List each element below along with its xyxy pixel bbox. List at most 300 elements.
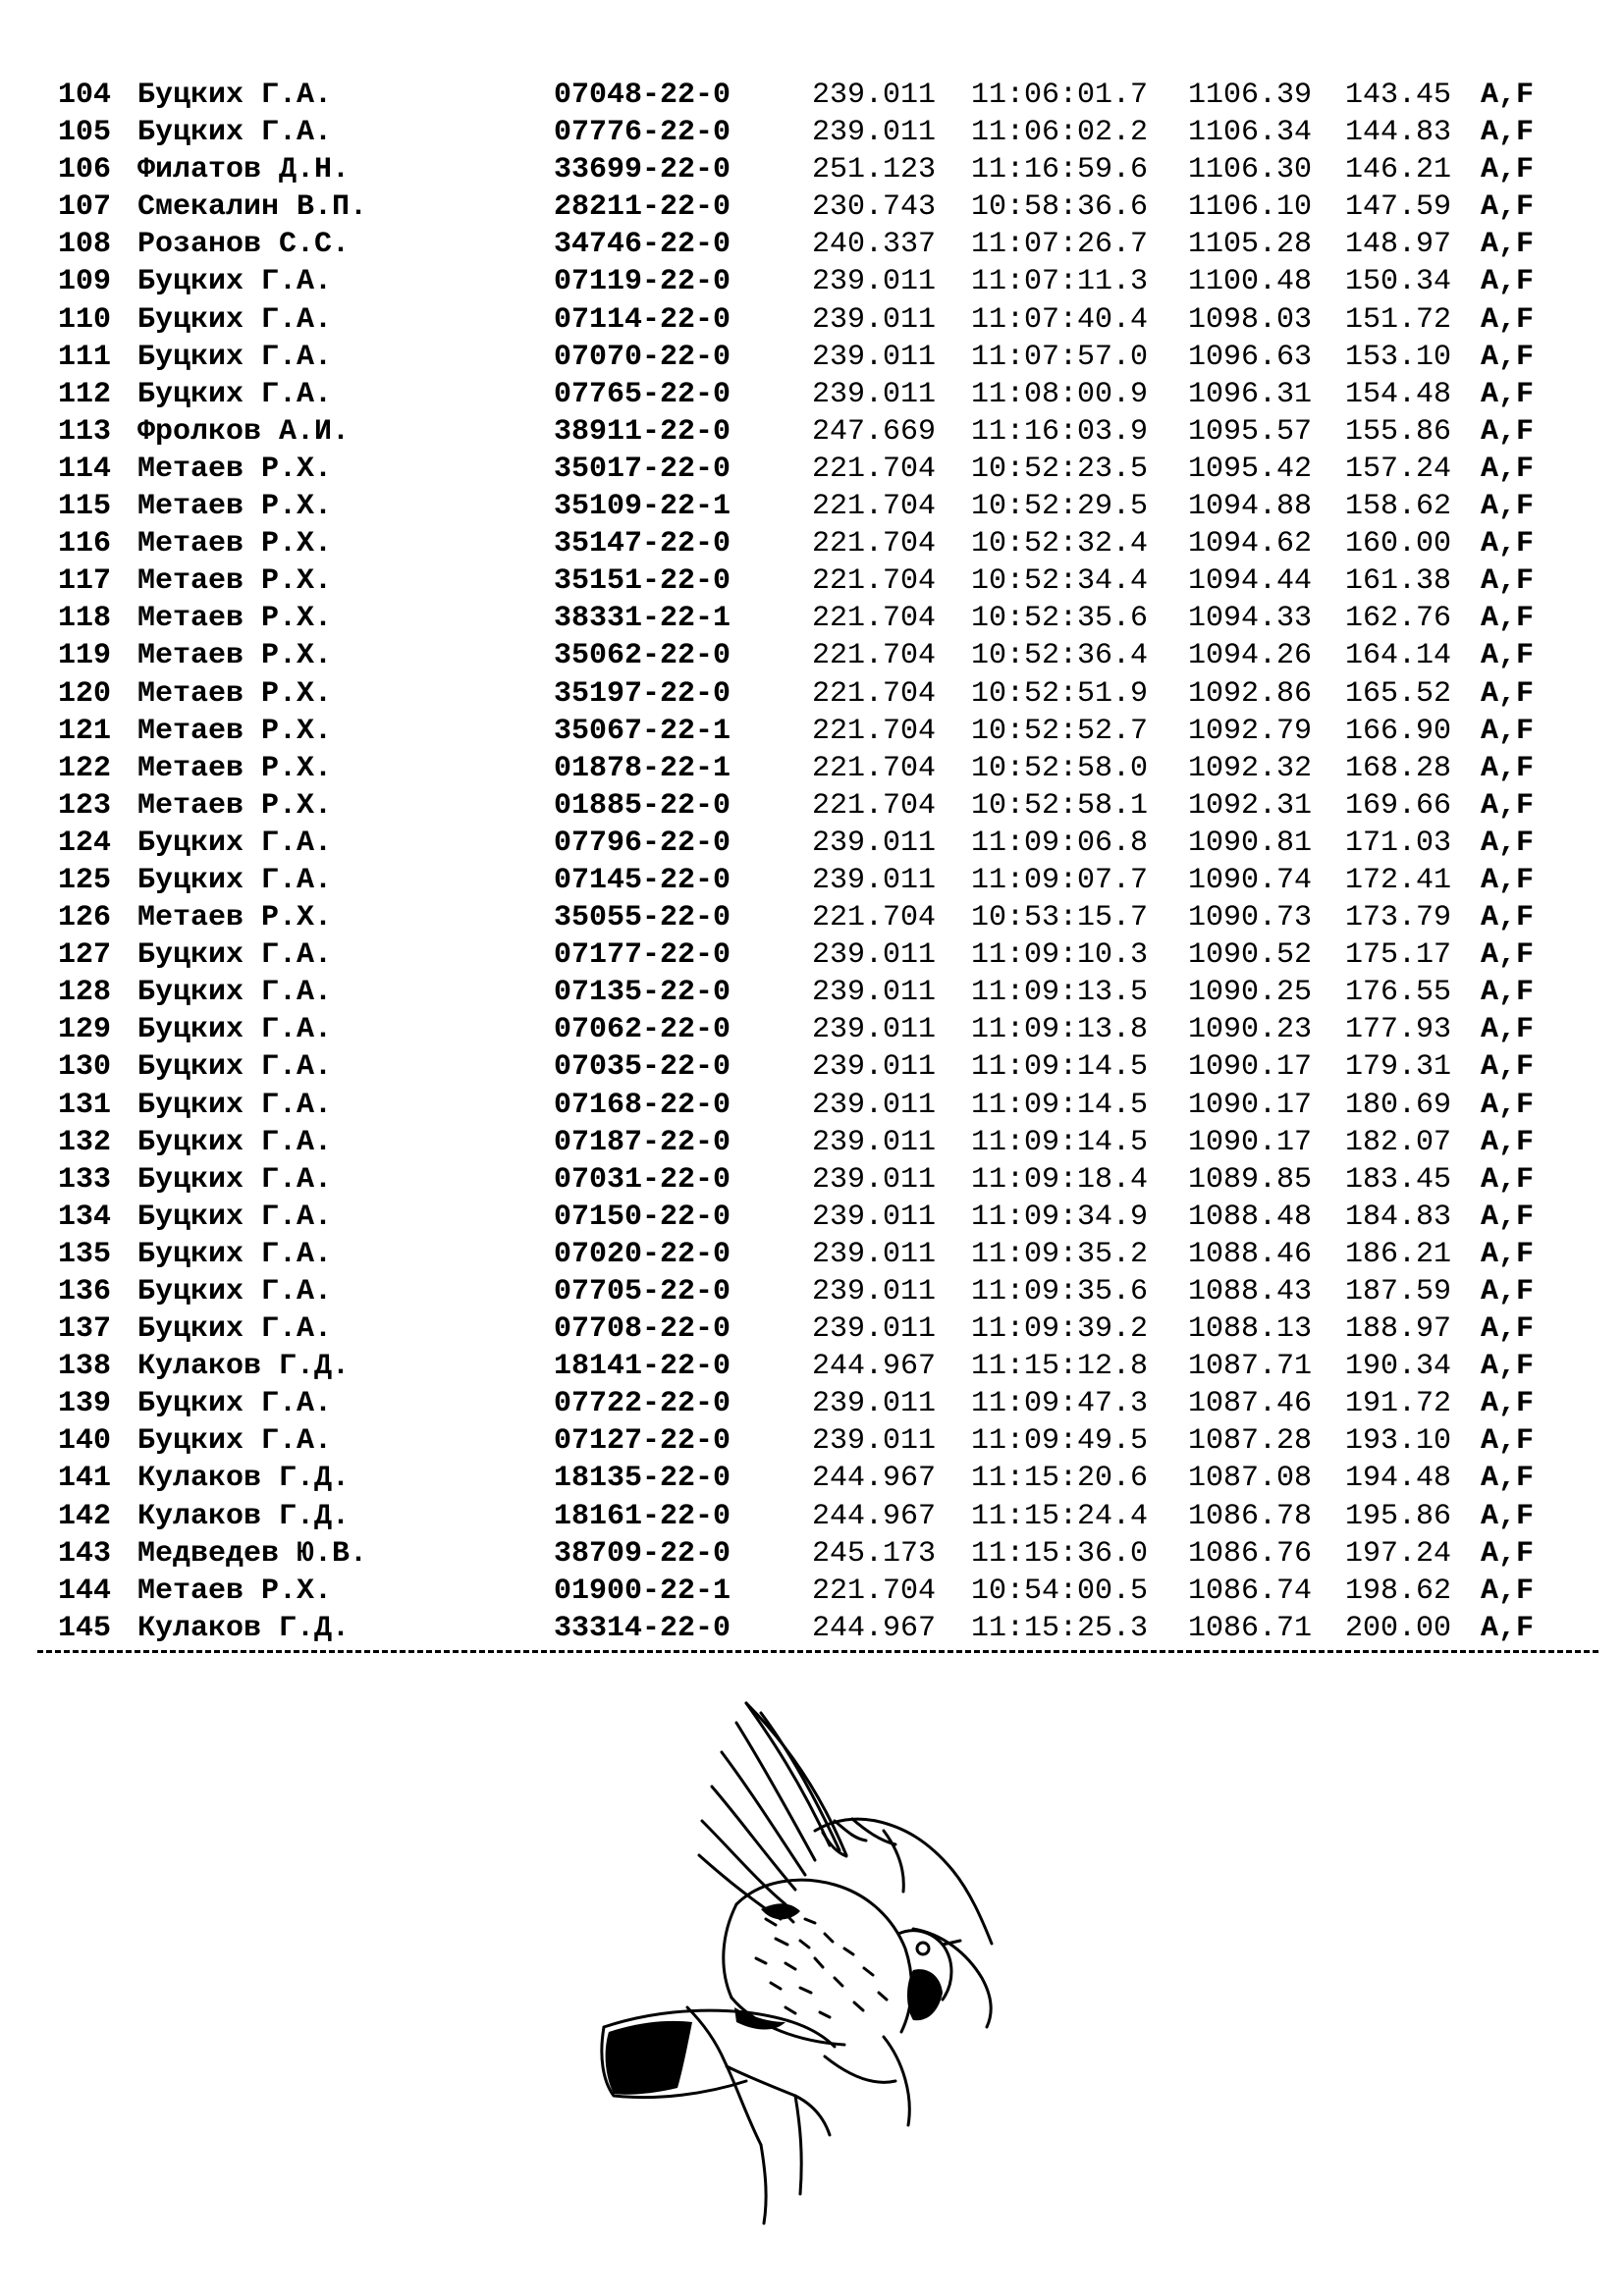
row-ring-number: 07145-22-0 xyxy=(554,863,731,897)
table-row xyxy=(55,376,1587,413)
row-flags: A,F xyxy=(1481,452,1535,486)
row-coefficient: 168.28 xyxy=(1345,751,1452,785)
row-distance: 239.011 xyxy=(812,340,937,374)
row-fancier-name: Метаев Р.Х. xyxy=(137,564,333,599)
row-arrival-time: 11:09:14.5 xyxy=(971,1050,1149,1085)
row-speed: 1094.88 xyxy=(1188,490,1313,524)
row-ring-number: 07150-22-0 xyxy=(554,1200,731,1234)
row-coefficient: 157.24 xyxy=(1345,452,1452,486)
row-distance: 239.011 xyxy=(812,1312,937,1347)
row-speed: 1092.86 xyxy=(1188,676,1313,711)
table-row xyxy=(55,899,1587,936)
table-row xyxy=(55,413,1587,451)
row-place: 122 xyxy=(58,751,112,785)
row-ring-number: 07070-22-0 xyxy=(554,340,731,374)
row-fancier-name: Кулаков Г.Д. xyxy=(137,1499,351,1533)
row-flags: A,F xyxy=(1481,826,1535,860)
pigeon-in-hands-icon xyxy=(589,1683,1001,2233)
row-ring-number: 07187-22-0 xyxy=(554,1125,731,1159)
row-ring-number: 38331-22-1 xyxy=(554,602,731,636)
row-speed: 1087.08 xyxy=(1188,1462,1313,1496)
row-ring-number: 01885-22-0 xyxy=(554,788,731,823)
row-speed: 1094.62 xyxy=(1188,527,1313,561)
row-distance: 239.011 xyxy=(812,1125,937,1159)
row-arrival-time: 10:52:23.5 xyxy=(971,452,1149,486)
row-ring-number: 35062-22-0 xyxy=(554,639,731,673)
table-row xyxy=(55,1460,1587,1497)
row-arrival-time: 11:09:34.9 xyxy=(971,1200,1149,1234)
row-arrival-time: 10:52:34.4 xyxy=(971,564,1149,599)
row-place: 115 xyxy=(58,490,112,524)
row-coefficient: 171.03 xyxy=(1345,826,1452,860)
row-arrival-time: 11:16:59.6 xyxy=(971,153,1149,187)
row-speed: 1088.48 xyxy=(1188,1200,1313,1234)
row-coefficient: 151.72 xyxy=(1345,302,1452,337)
table-row xyxy=(55,151,1587,188)
table-row xyxy=(55,488,1587,525)
row-ring-number: 07765-22-0 xyxy=(554,377,731,411)
row-ring-number: 33314-22-0 xyxy=(554,1611,731,1645)
row-fancier-name: Фролков А.И. xyxy=(137,414,351,449)
row-coefficient: 148.97 xyxy=(1345,228,1452,262)
row-flags: A,F xyxy=(1481,676,1535,711)
table-row xyxy=(55,713,1587,750)
row-place: 139 xyxy=(58,1387,112,1421)
row-speed: 1090.17 xyxy=(1188,1125,1313,1159)
row-coefficient: 195.86 xyxy=(1345,1499,1452,1533)
row-distance: 247.669 xyxy=(812,414,937,449)
row-distance: 239.011 xyxy=(812,1387,937,1421)
row-fancier-name: Метаев Р.Х. xyxy=(137,1574,333,1608)
row-distance: 239.011 xyxy=(812,1200,937,1234)
table-row xyxy=(55,1236,1587,1273)
row-flags: A,F xyxy=(1481,602,1535,636)
row-ring-number: 07119-22-0 xyxy=(554,265,731,299)
row-speed: 1086.71 xyxy=(1188,1611,1313,1645)
row-ring-number: 07062-22-0 xyxy=(554,1013,731,1047)
row-place: 106 xyxy=(58,153,112,187)
row-flags: A,F xyxy=(1481,639,1535,673)
table-row xyxy=(55,1535,1587,1573)
row-flags: A,F xyxy=(1481,377,1535,411)
row-coefficient: 147.59 xyxy=(1345,190,1452,225)
row-arrival-time: 10:52:29.5 xyxy=(971,490,1149,524)
row-coefficient: 183.45 xyxy=(1345,1162,1452,1197)
row-coefficient: 150.34 xyxy=(1345,265,1452,299)
row-flags: A,F xyxy=(1481,976,1535,1010)
row-flags: A,F xyxy=(1481,490,1535,524)
table-row xyxy=(55,936,1587,974)
row-place: 123 xyxy=(58,788,112,823)
row-arrival-time: 11:09:13.8 xyxy=(971,1013,1149,1047)
row-fancier-name: Метаев Р.Х. xyxy=(137,490,333,524)
row-speed: 1106.30 xyxy=(1188,153,1313,187)
row-arrival-time: 11:09:35.2 xyxy=(971,1237,1149,1271)
row-ring-number: 28211-22-0 xyxy=(554,190,731,225)
row-fancier-name: Кулаков Г.Д. xyxy=(137,1611,351,1645)
row-coefficient: 162.76 xyxy=(1345,602,1452,636)
row-flags: A,F xyxy=(1481,1125,1535,1159)
row-flags: A,F xyxy=(1481,1424,1535,1459)
row-flags: A,F xyxy=(1481,788,1535,823)
row-ring-number: 07776-22-0 xyxy=(554,116,731,150)
row-fancier-name: Буцких Г.А. xyxy=(137,1125,333,1159)
row-speed: 1090.52 xyxy=(1188,938,1313,973)
row-arrival-time: 11:15:36.0 xyxy=(971,1536,1149,1571)
table-row xyxy=(55,188,1587,226)
results-table xyxy=(55,77,1587,1647)
row-place: 116 xyxy=(58,527,112,561)
row-coefficient: 187.59 xyxy=(1345,1275,1452,1308)
row-flags: A,F xyxy=(1481,1312,1535,1347)
row-arrival-time: 10:52:35.6 xyxy=(971,602,1149,636)
row-flags: A,F xyxy=(1481,527,1535,561)
row-place: 110 xyxy=(58,302,112,337)
row-coefficient: 175.17 xyxy=(1345,938,1452,973)
row-flags: A,F xyxy=(1481,1536,1535,1571)
table-row xyxy=(55,1273,1587,1310)
row-fancier-name: Буцких Г.А. xyxy=(137,1088,333,1122)
row-fancier-name: Метаев Р.Х. xyxy=(137,639,333,673)
table-row xyxy=(55,1385,1587,1422)
row-flags: A,F xyxy=(1481,1387,1535,1421)
table-row xyxy=(55,1199,1587,1236)
row-speed: 1090.17 xyxy=(1188,1050,1313,1085)
row-place: 114 xyxy=(58,452,112,486)
row-distance: 244.967 xyxy=(812,1499,937,1533)
row-fancier-name: Буцких Г.А. xyxy=(137,79,333,112)
row-coefficient: 182.07 xyxy=(1345,1125,1452,1159)
row-ring-number: 07177-22-0 xyxy=(554,938,731,973)
row-arrival-time: 11:09:14.5 xyxy=(971,1088,1149,1122)
row-coefficient: 197.24 xyxy=(1345,1536,1452,1571)
row-arrival-time: 11:15:20.6 xyxy=(971,1462,1149,1496)
row-fancier-name: Метаев Р.Х. xyxy=(137,527,333,561)
row-arrival-time: 10:52:51.9 xyxy=(971,676,1149,711)
row-flags: A,F xyxy=(1481,863,1535,897)
row-place: 127 xyxy=(58,938,112,973)
row-place: 109 xyxy=(58,265,112,299)
row-fancier-name: Буцких Г.А. xyxy=(137,377,333,411)
row-ring-number: 07114-22-0 xyxy=(554,302,731,337)
row-distance: 239.011 xyxy=(812,79,937,112)
row-speed: 1086.74 xyxy=(1188,1574,1313,1608)
row-place: 143 xyxy=(58,1536,112,1571)
row-ring-number: 35067-22-1 xyxy=(554,714,731,748)
row-place: 117 xyxy=(58,564,112,599)
row-coefficient: 166.90 xyxy=(1345,714,1452,748)
row-arrival-time: 11:07:26.7 xyxy=(971,228,1149,262)
row-place: 119 xyxy=(58,639,112,673)
row-place: 132 xyxy=(58,1125,112,1159)
row-arrival-time: 10:53:15.7 xyxy=(971,901,1149,935)
row-flags: A,F xyxy=(1481,340,1535,374)
row-coefficient: 173.79 xyxy=(1345,901,1452,935)
row-fancier-name: Буцких Г.А. xyxy=(137,938,333,973)
row-place: 111 xyxy=(58,340,112,374)
row-distance: 244.967 xyxy=(812,1462,937,1496)
row-coefficient: 165.52 xyxy=(1345,676,1452,711)
row-speed: 1092.31 xyxy=(1188,788,1313,823)
row-fancier-name: Буцких Г.А. xyxy=(137,1275,333,1308)
row-ring-number: 07722-22-0 xyxy=(554,1387,731,1421)
row-distance: 239.011 xyxy=(812,1237,937,1271)
row-place: 136 xyxy=(58,1275,112,1308)
row-flags: A,F xyxy=(1481,153,1535,187)
row-ring-number: 35197-22-0 xyxy=(554,676,731,711)
row-coefficient: 179.31 xyxy=(1345,1050,1452,1085)
row-distance: 221.704 xyxy=(812,901,937,935)
table-row xyxy=(55,1048,1587,1086)
table-row xyxy=(55,787,1587,825)
row-flags: A,F xyxy=(1481,116,1535,150)
row-speed: 1100.48 xyxy=(1188,265,1313,299)
row-distance: 239.011 xyxy=(812,938,937,973)
row-ring-number: 07796-22-0 xyxy=(554,826,731,860)
row-fancier-name: Буцких Г.А. xyxy=(137,1387,333,1421)
table-row xyxy=(55,301,1587,339)
row-ring-number: 07168-22-0 xyxy=(554,1088,731,1122)
table-row xyxy=(55,1348,1587,1385)
row-speed: 1086.78 xyxy=(1188,1499,1313,1533)
table-row xyxy=(55,1422,1587,1460)
row-fancier-name: Буцких Г.А. xyxy=(137,116,333,150)
row-arrival-time: 11:09:13.5 xyxy=(971,976,1149,1010)
row-speed: 1094.33 xyxy=(1188,602,1313,636)
table-row xyxy=(55,562,1587,600)
row-coefficient: 176.55 xyxy=(1345,976,1452,1010)
row-coefficient: 146.21 xyxy=(1345,153,1452,187)
row-ring-number: 38709-22-0 xyxy=(554,1536,731,1571)
row-fancier-name: Метаев Р.Х. xyxy=(137,676,333,711)
row-speed: 1087.46 xyxy=(1188,1387,1313,1421)
row-arrival-time: 11:09:06.8 xyxy=(971,826,1149,860)
row-coefficient: 200.00 xyxy=(1345,1611,1452,1645)
row-arrival-time: 11:06:02.2 xyxy=(971,116,1149,150)
row-flags: A,F xyxy=(1481,714,1535,748)
row-arrival-time: 11:08:00.9 xyxy=(971,377,1149,411)
row-fancier-name: Буцких Г.А. xyxy=(137,976,333,1010)
row-fancier-name: Метаев Р.Х. xyxy=(137,901,333,935)
row-fancier-name: Буцких Г.А. xyxy=(137,1013,333,1047)
row-fancier-name: Метаев Р.Х. xyxy=(137,751,333,785)
row-coefficient: 158.62 xyxy=(1345,490,1452,524)
row-flags: A,F xyxy=(1481,1499,1535,1533)
row-distance: 221.704 xyxy=(812,676,937,711)
row-flags: A,F xyxy=(1481,1275,1535,1308)
row-distance: 239.011 xyxy=(812,1013,937,1047)
row-distance: 240.337 xyxy=(812,228,937,262)
row-coefficient: 188.97 xyxy=(1345,1312,1452,1347)
row-place: 129 xyxy=(58,1013,112,1047)
table-row xyxy=(55,77,1587,114)
row-distance: 221.704 xyxy=(812,1574,937,1608)
row-fancier-name: Буцких Г.А. xyxy=(137,340,333,374)
row-speed: 1090.17 xyxy=(1188,1088,1313,1122)
row-flags: A,F xyxy=(1481,228,1535,262)
row-fancier-name: Буцких Г.А. xyxy=(137,265,333,299)
row-coefficient: 180.69 xyxy=(1345,1088,1452,1122)
table-row xyxy=(55,1124,1587,1161)
row-distance: 239.011 xyxy=(812,1162,937,1197)
table-row xyxy=(55,1161,1587,1199)
row-place: 138 xyxy=(58,1350,112,1384)
row-ring-number: 01900-22-1 xyxy=(554,1574,731,1608)
row-flags: A,F xyxy=(1481,1088,1535,1122)
row-place: 126 xyxy=(58,901,112,935)
row-fancier-name: Буцких Г.А. xyxy=(137,863,333,897)
row-coefficient: 198.62 xyxy=(1345,1574,1452,1608)
row-flags: A,F xyxy=(1481,1237,1535,1271)
row-fancier-name: Буцких Г.А. xyxy=(137,1050,333,1085)
row-flags: A,F xyxy=(1481,1200,1535,1234)
row-speed: 1092.79 xyxy=(1188,714,1313,748)
row-ring-number: 07127-22-0 xyxy=(554,1424,731,1459)
row-speed: 1092.32 xyxy=(1188,751,1313,785)
table-row xyxy=(55,339,1587,376)
row-speed: 1088.46 xyxy=(1188,1237,1313,1271)
row-arrival-time: 11:16:03.9 xyxy=(971,414,1149,449)
row-distance: 221.704 xyxy=(812,527,937,561)
row-distance: 244.967 xyxy=(812,1611,937,1645)
row-coefficient: 154.48 xyxy=(1345,377,1452,411)
row-arrival-time: 11:09:14.5 xyxy=(971,1125,1149,1159)
row-distance: 221.704 xyxy=(812,751,937,785)
row-place: 133 xyxy=(58,1162,112,1197)
table-row xyxy=(55,750,1587,787)
row-distance: 239.011 xyxy=(812,826,937,860)
row-ring-number: 33699-22-0 xyxy=(554,153,731,187)
row-place: 124 xyxy=(58,826,112,860)
row-ring-number: 34746-22-0 xyxy=(554,228,731,262)
row-arrival-time: 10:52:52.7 xyxy=(971,714,1149,748)
row-speed: 1090.23 xyxy=(1188,1013,1313,1047)
row-ring-number: 35151-22-0 xyxy=(554,564,731,599)
table-row xyxy=(55,1087,1587,1124)
row-place: 128 xyxy=(58,976,112,1010)
table-row xyxy=(55,1011,1587,1048)
row-speed: 1094.44 xyxy=(1188,564,1313,599)
row-place: 118 xyxy=(58,602,112,636)
row-distance: 239.011 xyxy=(812,116,937,150)
dashed-divider xyxy=(37,1650,1598,1653)
row-arrival-time: 10:52:58.1 xyxy=(971,788,1149,823)
row-arrival-time: 11:07:40.4 xyxy=(971,302,1149,337)
row-coefficient: 177.93 xyxy=(1345,1013,1452,1047)
table-row xyxy=(55,1573,1587,1610)
table-row xyxy=(55,675,1587,713)
row-fancier-name: Буцких Г.А. xyxy=(137,826,333,860)
row-arrival-time: 11:09:39.2 xyxy=(971,1312,1149,1347)
row-place: 113 xyxy=(58,414,112,449)
row-speed: 1094.26 xyxy=(1188,639,1313,673)
row-coefficient: 191.72 xyxy=(1345,1387,1452,1421)
row-distance: 221.704 xyxy=(812,564,937,599)
row-coefficient: 164.14 xyxy=(1345,639,1452,673)
table-row xyxy=(55,1310,1587,1348)
row-distance: 239.011 xyxy=(812,1050,937,1085)
table-row xyxy=(55,114,1587,151)
row-speed: 1086.76 xyxy=(1188,1536,1313,1571)
row-speed: 1090.81 xyxy=(1188,826,1313,860)
row-ring-number: 35017-22-0 xyxy=(554,452,731,486)
row-speed: 1088.43 xyxy=(1188,1275,1313,1308)
row-coefficient: 144.83 xyxy=(1345,116,1452,150)
row-fancier-name: Буцких Г.А. xyxy=(137,1162,333,1197)
row-speed: 1087.28 xyxy=(1188,1424,1313,1459)
row-ring-number: 18161-22-0 xyxy=(554,1499,731,1533)
row-distance: 239.011 xyxy=(812,1275,937,1308)
row-arrival-time: 11:09:10.3 xyxy=(971,938,1149,973)
row-arrival-time: 11:07:57.0 xyxy=(971,340,1149,374)
row-place: 137 xyxy=(58,1312,112,1347)
row-flags: A,F xyxy=(1481,1162,1535,1197)
row-fancier-name: Буцких Г.А. xyxy=(137,1200,333,1234)
row-ring-number: 07020-22-0 xyxy=(554,1237,731,1271)
row-arrival-time: 11:09:47.3 xyxy=(971,1387,1149,1421)
row-fancier-name: Буцких Г.А. xyxy=(137,1424,333,1459)
row-speed: 1095.57 xyxy=(1188,414,1313,449)
row-fancier-name: Метаев Р.Х. xyxy=(137,452,333,486)
row-fancier-name: Метаев Р.Х. xyxy=(137,788,333,823)
row-ring-number: 35055-22-0 xyxy=(554,901,731,935)
row-speed: 1106.10 xyxy=(1188,190,1313,225)
row-place: 134 xyxy=(58,1200,112,1234)
row-flags: A,F xyxy=(1481,1574,1535,1608)
row-speed: 1105.28 xyxy=(1188,228,1313,262)
row-coefficient: 186.21 xyxy=(1345,1237,1452,1271)
row-fancier-name: Смекалин В.П. xyxy=(137,190,368,225)
row-flags: A,F xyxy=(1481,1611,1535,1645)
row-distance: 239.011 xyxy=(812,1424,937,1459)
row-speed: 1098.03 xyxy=(1188,302,1313,337)
row-distance: 221.704 xyxy=(812,602,937,636)
row-flags: A,F xyxy=(1481,265,1535,299)
row-coefficient: 155.86 xyxy=(1345,414,1452,449)
row-ring-number: 18141-22-0 xyxy=(554,1350,731,1384)
row-flags: A,F xyxy=(1481,414,1535,449)
row-distance: 239.011 xyxy=(812,377,937,411)
row-arrival-time: 11:09:18.4 xyxy=(971,1162,1149,1197)
row-arrival-time: 10:54:00.5 xyxy=(971,1574,1149,1608)
table-row xyxy=(55,226,1587,263)
row-flags: A,F xyxy=(1481,302,1535,337)
row-coefficient: 184.83 xyxy=(1345,1200,1452,1234)
row-place: 125 xyxy=(58,863,112,897)
table-row xyxy=(55,974,1587,1011)
row-place: 108 xyxy=(58,228,112,262)
row-arrival-time: 10:52:36.4 xyxy=(971,639,1149,673)
row-speed: 1106.39 xyxy=(1188,79,1313,112)
table-row xyxy=(55,637,1587,674)
row-fancier-name: Филатов Д.Н. xyxy=(137,153,351,187)
row-fancier-name: Метаев Р.Х. xyxy=(137,602,333,636)
table-row xyxy=(55,825,1587,862)
row-coefficient: 160.00 xyxy=(1345,527,1452,561)
row-arrival-time: 11:07:11.3 xyxy=(971,265,1149,299)
row-ring-number: 01878-22-1 xyxy=(554,751,731,785)
row-ring-number: 07048-22-0 xyxy=(554,79,731,112)
row-flags: A,F xyxy=(1481,79,1535,112)
row-coefficient: 153.10 xyxy=(1345,340,1452,374)
row-place: 142 xyxy=(58,1499,112,1533)
row-speed: 1089.85 xyxy=(1188,1162,1313,1197)
row-place: 104 xyxy=(58,79,112,112)
row-place: 145 xyxy=(58,1611,112,1645)
row-place: 135 xyxy=(58,1237,112,1271)
row-arrival-time: 11:09:35.6 xyxy=(971,1275,1149,1308)
row-ring-number: 07705-22-0 xyxy=(554,1275,731,1308)
